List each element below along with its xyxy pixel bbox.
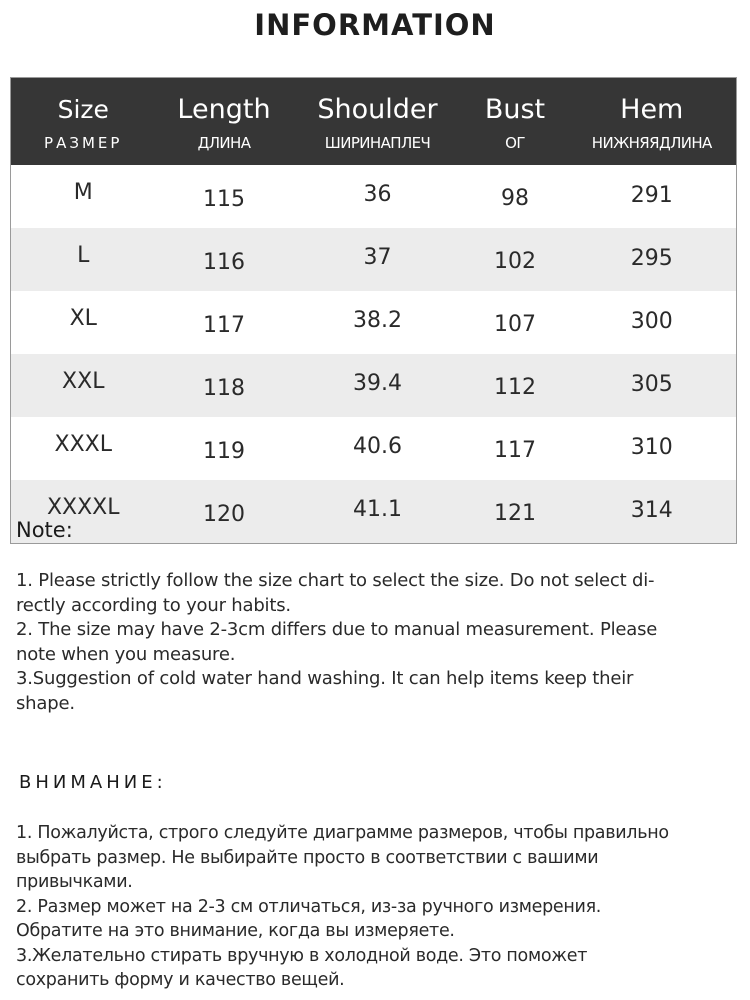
cell-bust: 117 — [463, 417, 568, 480]
note-text-ru — [16, 821, 736, 993]
cell-length: 119 — [156, 417, 293, 480]
note-line: note when you measure. — [16, 643, 236, 665]
cell-size: M — [11, 165, 156, 228]
cell-size: XXL — [11, 354, 156, 417]
header-hem-en: Hem — [620, 93, 684, 125]
attention-line: 3.Желательно стирать вручную в холодной воде. Это поможет — [16, 945, 588, 966]
cell-bust: 112 — [463, 354, 568, 417]
size-chart-table — [10, 77, 737, 544]
table-row — [11, 291, 737, 354]
cell-shoulder: 36 — [293, 165, 463, 228]
cell-shoulder: 41.1 — [293, 480, 463, 544]
cell-hem: 295 — [568, 228, 737, 291]
cell-bust: 98 — [463, 165, 568, 228]
cell-size: XL — [11, 291, 156, 354]
cell-bust: 102 — [463, 228, 568, 291]
table-row — [11, 417, 737, 480]
attention-line: Обратите на это внимание, когда вы измеряете. — [16, 921, 455, 941]
table-row — [11, 480, 737, 544]
header-bust — [463, 78, 568, 166]
note-line: 2. The size may have 2-3cm differs due to manual measurement. Please — [16, 619, 658, 640]
note-line: shape. — [16, 692, 75, 714]
note-text-en — [16, 569, 736, 716]
cell-size: L — [11, 228, 156, 291]
cell-length: 116 — [156, 228, 293, 291]
cell-length: 115 — [156, 165, 293, 228]
cell-shoulder: 38.2 — [293, 291, 463, 354]
header-size — [11, 78, 156, 166]
attention-line: 2. Размер может на 2-3 см отличаться, из-за ручного измерения. — [16, 896, 602, 917]
page-title: INFORMATION — [254, 8, 496, 42]
header-bust-ru: ОГ — [505, 133, 525, 152]
cell-shoulder: 40.6 — [293, 417, 463, 480]
note-line: rectly according to your habits. — [16, 594, 291, 616]
attention-line: привычками. — [16, 872, 133, 892]
header-shoulder-ru: ШИРИНАПЛЕЧ — [324, 133, 431, 152]
attention-line: выбрать размер. Не выбирайте просто в соответствии с вашими — [16, 847, 599, 868]
header-length-en: Length — [177, 93, 271, 125]
attention-line: 1. Пожалуйста, строго следуйте диаграмме размеров, чтобы правильно — [16, 823, 669, 843]
cell-hem: 310 — [568, 417, 737, 480]
table-row — [11, 228, 737, 291]
header-shoulder — [293, 78, 463, 166]
cell-size: XXXXL — [11, 480, 156, 544]
header-hem — [568, 78, 737, 166]
cell-bust: 107 — [463, 291, 568, 354]
cell-hem: 314 — [568, 480, 737, 544]
header-hem-ru: НИЖНЯЯДЛИНА — [591, 133, 712, 152]
cell-hem: 305 — [568, 354, 737, 417]
cell-length: 120 — [156, 480, 293, 544]
attention-line: сохранить форму и качество вещей. — [16, 970, 345, 990]
header-size-ru: РАЗМЕР — [44, 133, 123, 152]
note-line: 3.Suggestion of cold water hand washing. It can help items keep their — [16, 668, 634, 689]
cell-length: 117 — [156, 291, 293, 354]
cell-length: 118 — [156, 354, 293, 417]
attention-heading: ВНИМАНИЕ: — [19, 772, 167, 793]
header-length-ru: ДЛИНА — [197, 133, 251, 152]
table-row — [11, 354, 737, 417]
header-shoulder-en: Shoulder — [317, 93, 438, 125]
cell-hem: 291 — [568, 165, 737, 228]
note-line: 1. Please strictly follow the size chart to select the size. Do not select di- — [16, 570, 655, 591]
cell-shoulder: 39.4 — [293, 354, 463, 417]
cell-shoulder: 37 — [293, 228, 463, 291]
header-length — [156, 78, 293, 166]
cell-bust: 121 — [463, 480, 568, 544]
note-heading: Note: — [16, 518, 73, 542]
header-size-en: Size — [57, 94, 109, 124]
cell-hem: 300 — [568, 291, 737, 354]
table-header-row — [11, 78, 737, 166]
cell-size: XXXL — [11, 417, 156, 480]
header-bust-en: Bust — [484, 93, 546, 125]
table-row — [11, 165, 737, 228]
